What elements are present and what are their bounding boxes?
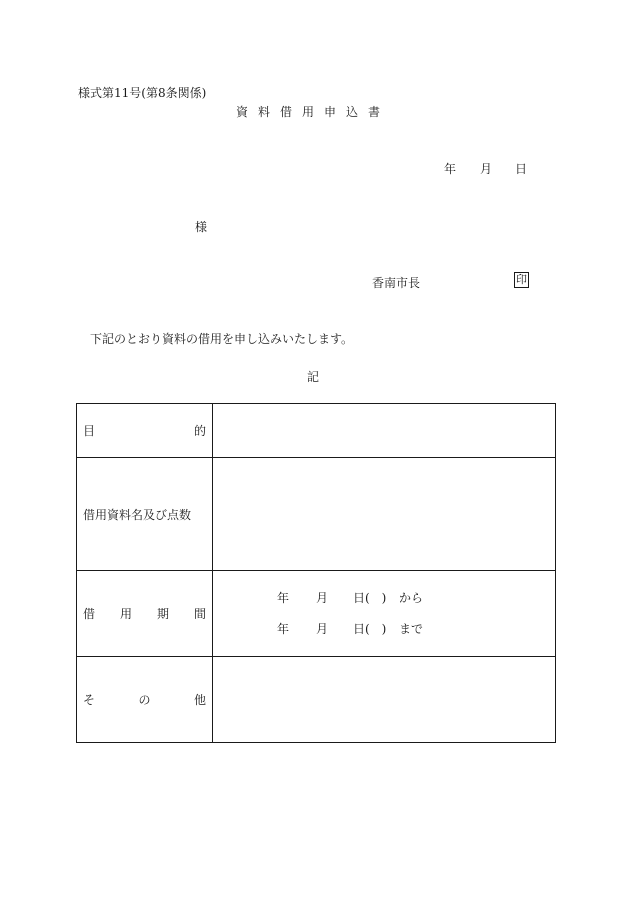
materials-label: 借用資料名及び点数 — [77, 458, 213, 571]
date-month-label: 月 — [480, 162, 493, 176]
date-year-label: 年 — [444, 162, 457, 176]
application-table — [76, 403, 556, 743]
table-row-materials — [77, 458, 556, 571]
materials-field[interactable] — [213, 458, 556, 571]
form-number: 様式第11号(第8条関係) — [78, 86, 207, 100]
ki-heading: 記 — [307, 370, 320, 384]
period-to-line: 年 月 日( ) まで — [277, 622, 424, 636]
addressee-honorific: 様 — [195, 220, 208, 234]
table-row-other — [77, 657, 556, 743]
request-statement: 下記のとおり資料の借用を申し込みいたします。 — [90, 332, 354, 346]
other-label: そ の 他 — [77, 657, 213, 743]
document-title: 資料借用申込書 — [236, 105, 391, 119]
issuer-name: 香南市長 — [372, 276, 421, 290]
table-row-period — [77, 571, 556, 657]
purpose-field[interactable] — [213, 404, 556, 458]
date-day-label: 日 — [515, 162, 528, 176]
period-from-line: 年 月 日( ) から — [277, 591, 424, 605]
other-field[interactable] — [213, 657, 556, 743]
table-row-purpose — [77, 404, 556, 458]
period-field[interactable] — [213, 571, 556, 657]
purpose-label: 目 的 — [77, 404, 213, 458]
seal-mark: 印 — [516, 273, 527, 286]
period-label: 借 用 期 間 — [77, 571, 213, 657]
